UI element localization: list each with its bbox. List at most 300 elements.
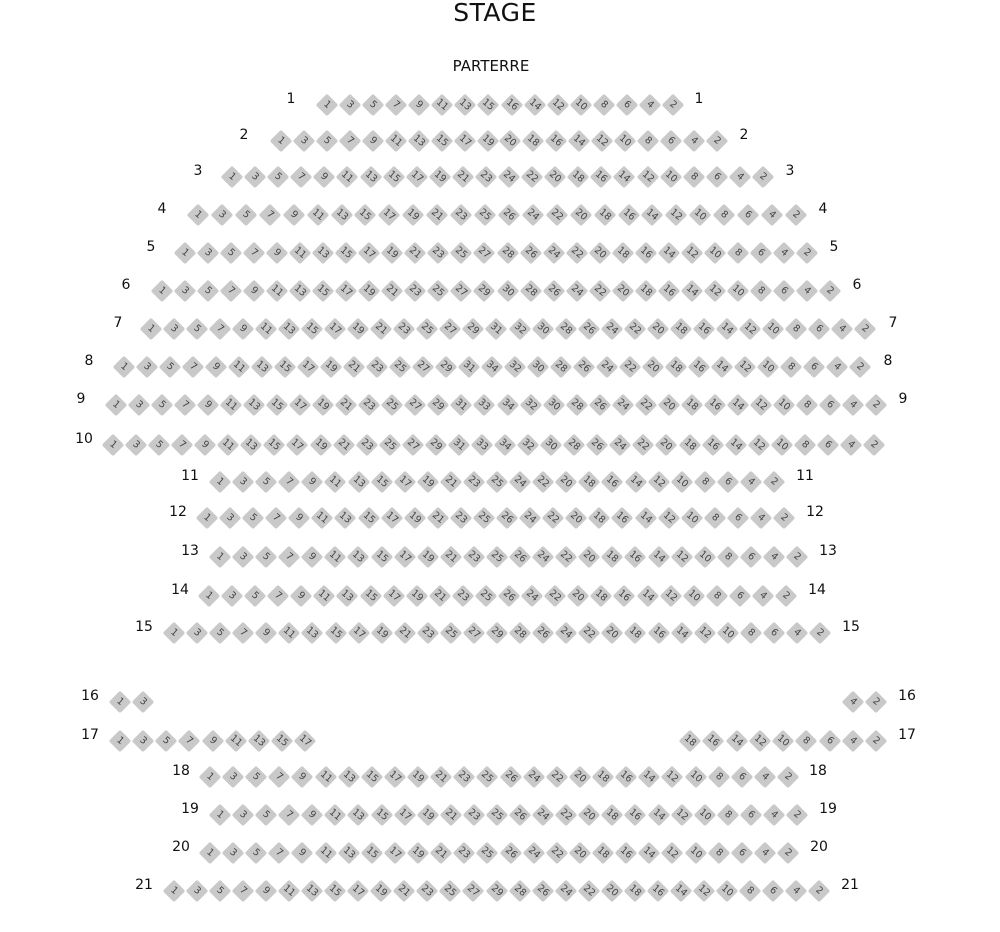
seat[interactable]	[450, 507, 473, 530]
seat[interactable]	[209, 471, 232, 494]
seat[interactable]	[600, 318, 623, 341]
seat[interactable]	[740, 546, 763, 569]
seat[interactable]	[577, 880, 600, 903]
seat[interactable]	[647, 546, 670, 569]
seat[interactable]	[384, 842, 407, 865]
seat[interactable]	[638, 842, 661, 865]
seat[interactable]	[716, 622, 739, 645]
seat[interactable]	[473, 280, 496, 303]
seat[interactable]	[773, 242, 796, 265]
seat[interactable]	[831, 318, 854, 341]
seat[interactable]	[588, 242, 611, 265]
seat[interactable]	[569, 842, 592, 865]
seat[interactable]	[705, 585, 728, 608]
seat[interactable]	[730, 842, 753, 865]
seat[interactable]	[601, 471, 624, 494]
seat[interactable]	[450, 204, 473, 227]
seat[interactable]	[407, 766, 430, 789]
seat[interactable]	[659, 585, 682, 608]
seat[interactable]	[251, 356, 274, 379]
seat[interactable]	[682, 585, 705, 608]
seat[interactable]	[734, 356, 757, 379]
seat[interactable]	[316, 94, 339, 117]
seat[interactable]	[347, 622, 370, 645]
seat[interactable]	[425, 434, 448, 457]
seat[interactable]	[354, 204, 377, 227]
seat[interactable]	[665, 356, 688, 379]
seat[interactable]	[569, 766, 592, 789]
seat[interactable]	[592, 842, 615, 865]
seat[interactable]	[555, 622, 578, 645]
seat[interactable]	[347, 318, 370, 341]
seat[interactable]	[347, 546, 370, 569]
seat[interactable]	[486, 471, 509, 494]
seat[interactable]	[452, 585, 475, 608]
seat[interactable]	[243, 280, 266, 303]
seat[interactable]	[255, 318, 278, 341]
seat[interactable]	[278, 318, 301, 341]
seat[interactable]	[408, 94, 431, 117]
seat[interactable]	[337, 766, 360, 789]
seat[interactable]	[555, 471, 578, 494]
seat[interactable]	[324, 546, 347, 569]
seat[interactable]	[293, 130, 316, 153]
seat[interactable]	[289, 394, 312, 417]
seat[interactable]	[196, 507, 219, 530]
seat[interactable]	[209, 804, 232, 827]
seat[interactable]	[600, 880, 623, 903]
seat[interactable]	[773, 394, 796, 417]
seat[interactable]	[416, 622, 439, 645]
seat[interactable]	[632, 434, 655, 457]
seat[interactable]	[590, 166, 613, 189]
seat[interactable]	[385, 94, 408, 117]
seat[interactable]	[542, 507, 565, 530]
seat[interactable]	[201, 730, 224, 753]
seat[interactable]	[393, 546, 416, 569]
seat[interactable]	[380, 507, 403, 530]
seat[interactable]	[588, 394, 611, 417]
seat[interactable]	[312, 242, 335, 265]
seat[interactable]	[255, 471, 278, 494]
seat[interactable]	[336, 585, 359, 608]
seat[interactable]	[578, 804, 601, 827]
seat[interactable]	[361, 130, 384, 153]
seat[interactable]	[808, 880, 831, 903]
seat[interactable]	[378, 434, 401, 457]
seat[interactable]	[381, 394, 404, 417]
seat[interactable]	[439, 804, 462, 827]
seat[interactable]	[297, 356, 320, 379]
seat[interactable]	[278, 622, 301, 645]
seat[interactable]	[578, 622, 601, 645]
seat[interactable]	[793, 434, 816, 457]
seat[interactable]	[494, 434, 517, 457]
seat[interactable]	[796, 394, 819, 417]
seat[interactable]	[729, 166, 752, 189]
seat[interactable]	[427, 242, 450, 265]
seat[interactable]	[519, 394, 542, 417]
seat[interactable]	[660, 130, 683, 153]
seat[interactable]	[324, 471, 347, 494]
seat[interactable]	[531, 318, 554, 341]
seat[interactable]	[278, 471, 301, 494]
seat[interactable]	[426, 204, 449, 227]
seat[interactable]	[271, 730, 294, 753]
seat[interactable]	[499, 842, 522, 865]
seat[interactable]	[577, 318, 600, 341]
seat[interactable]	[473, 394, 496, 417]
seat[interactable]	[405, 585, 428, 608]
seat[interactable]	[747, 434, 770, 457]
seat[interactable]	[476, 130, 499, 153]
seat[interactable]	[657, 280, 680, 303]
seat[interactable]	[174, 280, 197, 303]
seat[interactable]	[499, 130, 522, 153]
seat[interactable]	[522, 842, 545, 865]
seat[interactable]	[611, 394, 634, 417]
seat[interactable]	[485, 880, 508, 903]
seat[interactable]	[366, 356, 389, 379]
seat[interactable]	[266, 280, 289, 303]
seat[interactable]	[624, 622, 647, 645]
seat[interactable]	[324, 880, 347, 903]
seat[interactable]	[819, 394, 842, 417]
seat[interactable]	[301, 471, 324, 494]
seat[interactable]	[817, 434, 840, 457]
seat[interactable]	[473, 507, 496, 530]
seat[interactable]	[220, 280, 243, 303]
seat[interactable]	[592, 766, 615, 789]
seat[interactable]	[382, 166, 405, 189]
seat[interactable]	[590, 585, 613, 608]
seat[interactable]	[450, 242, 473, 265]
seat[interactable]	[187, 204, 210, 227]
seat[interactable]	[727, 242, 750, 265]
seat[interactable]	[842, 394, 865, 417]
seat[interactable]	[773, 280, 796, 303]
seat[interactable]	[826, 356, 849, 379]
seat[interactable]	[235, 204, 258, 227]
seat[interactable]	[209, 546, 232, 569]
seat[interactable]	[565, 280, 588, 303]
seat[interactable]	[865, 730, 888, 753]
seat[interactable]	[337, 842, 360, 865]
seat[interactable]	[624, 546, 647, 569]
seat[interactable]	[727, 507, 750, 530]
seat[interactable]	[267, 166, 290, 189]
seat[interactable]	[266, 242, 289, 265]
seat[interactable]	[416, 318, 439, 341]
seat[interactable]	[270, 130, 293, 153]
seat[interactable]	[347, 880, 370, 903]
seat[interactable]	[500, 94, 523, 117]
seat[interactable]	[578, 471, 601, 494]
seat[interactable]	[707, 842, 730, 865]
seat[interactable]	[382, 585, 405, 608]
seat[interactable]	[335, 280, 358, 303]
seat[interactable]	[255, 546, 278, 569]
seat[interactable]	[809, 622, 832, 645]
seat[interactable]	[661, 766, 684, 789]
seat[interactable]	[785, 880, 808, 903]
seat[interactable]	[378, 204, 401, 227]
seat[interactable]	[426, 507, 449, 530]
seat[interactable]	[521, 585, 544, 608]
seat[interactable]	[416, 546, 439, 569]
seat[interactable]	[343, 356, 366, 379]
seat[interactable]	[393, 318, 416, 341]
seat[interactable]	[301, 880, 324, 903]
seat[interactable]	[182, 356, 205, 379]
seat[interactable]	[550, 356, 573, 379]
seat[interactable]	[335, 394, 358, 417]
seat[interactable]	[278, 804, 301, 827]
seat[interactable]	[393, 804, 416, 827]
seat[interactable]	[545, 842, 568, 865]
seat[interactable]	[752, 166, 775, 189]
seat[interactable]	[370, 471, 393, 494]
seat[interactable]	[255, 880, 278, 903]
seat[interactable]	[647, 622, 670, 645]
seat[interactable]	[267, 585, 290, 608]
seat[interactable]	[407, 842, 430, 865]
seat[interactable]	[243, 394, 266, 417]
seat[interactable]	[243, 242, 266, 265]
seat[interactable]	[245, 766, 268, 789]
seat[interactable]	[717, 471, 740, 494]
seat[interactable]	[278, 546, 301, 569]
seat[interactable]	[291, 842, 314, 865]
seat[interactable]	[450, 394, 473, 417]
seat[interactable]	[704, 242, 727, 265]
seat[interactable]	[453, 766, 476, 789]
seat[interactable]	[163, 622, 186, 645]
seat[interactable]	[481, 356, 504, 379]
seat[interactable]	[634, 394, 657, 417]
seat[interactable]	[155, 730, 178, 753]
seat[interactable]	[682, 166, 705, 189]
seat[interactable]	[555, 546, 578, 569]
seat[interactable]	[680, 242, 703, 265]
seat[interactable]	[357, 507, 380, 530]
seat[interactable]	[439, 318, 462, 341]
seat[interactable]	[752, 585, 775, 608]
seat[interactable]	[222, 842, 245, 865]
seat[interactable]	[311, 507, 334, 530]
seat[interactable]	[486, 546, 509, 569]
seat[interactable]	[330, 204, 353, 227]
seat[interactable]	[865, 691, 888, 714]
seat[interactable]	[707, 766, 730, 789]
seat[interactable]	[519, 242, 542, 265]
seat[interactable]	[197, 394, 220, 417]
seat[interactable]	[614, 130, 637, 153]
seat[interactable]	[301, 546, 324, 569]
seat[interactable]	[613, 585, 636, 608]
seat[interactable]	[678, 434, 701, 457]
seat[interactable]	[693, 622, 716, 645]
seat[interactable]	[217, 434, 240, 457]
seat[interactable]	[268, 766, 291, 789]
seat[interactable]	[462, 318, 485, 341]
seat[interactable]	[554, 880, 577, 903]
seat[interactable]	[532, 546, 555, 569]
seat[interactable]	[186, 622, 209, 645]
seat[interactable]	[796, 242, 819, 265]
seat[interactable]	[637, 130, 660, 153]
seat[interactable]	[475, 585, 498, 608]
seat[interactable]	[865, 394, 888, 417]
seat[interactable]	[591, 130, 614, 153]
seat[interactable]	[569, 94, 592, 117]
seat[interactable]	[314, 766, 337, 789]
seat[interactable]	[657, 507, 680, 530]
seat[interactable]	[737, 204, 760, 227]
seat[interactable]	[509, 622, 532, 645]
seat[interactable]	[244, 585, 267, 608]
seat[interactable]	[289, 280, 312, 303]
seat[interactable]	[519, 280, 542, 303]
seat[interactable]	[430, 766, 453, 789]
seat[interactable]	[314, 842, 337, 865]
seat[interactable]	[504, 356, 527, 379]
seat[interactable]	[565, 242, 588, 265]
seat[interactable]	[761, 204, 784, 227]
seat[interactable]	[554, 318, 577, 341]
seat[interactable]	[498, 585, 521, 608]
seat[interactable]	[573, 356, 596, 379]
seat[interactable]	[266, 394, 289, 417]
seat[interactable]	[474, 204, 497, 227]
seat[interactable]	[523, 94, 546, 117]
seat[interactable]	[739, 318, 762, 341]
seat[interactable]	[754, 842, 777, 865]
seat[interactable]	[381, 280, 404, 303]
seat[interactable]	[596, 356, 619, 379]
seat[interactable]	[209, 880, 232, 903]
seat[interactable]	[611, 507, 634, 530]
seat[interactable]	[290, 166, 313, 189]
seat[interactable]	[854, 318, 877, 341]
seat[interactable]	[716, 804, 739, 827]
seat[interactable]	[194, 434, 217, 457]
seat[interactable]	[274, 356, 297, 379]
seat[interactable]	[508, 880, 531, 903]
seat[interactable]	[359, 585, 382, 608]
seat[interactable]	[762, 880, 785, 903]
seat[interactable]	[750, 280, 773, 303]
seat[interactable]	[713, 204, 736, 227]
seat[interactable]	[567, 166, 590, 189]
seat[interactable]	[795, 730, 818, 753]
seat[interactable]	[255, 622, 278, 645]
seat[interactable]	[222, 766, 245, 789]
seat[interactable]	[540, 434, 563, 457]
seat[interactable]	[476, 766, 499, 789]
seat[interactable]	[197, 242, 220, 265]
seat[interactable]	[140, 318, 163, 341]
seat[interactable]	[684, 842, 707, 865]
seat[interactable]	[113, 356, 136, 379]
seat[interactable]	[703, 280, 726, 303]
seat[interactable]	[592, 94, 615, 117]
seat[interactable]	[531, 880, 554, 903]
seat[interactable]	[359, 166, 382, 189]
seat[interactable]	[462, 880, 485, 903]
seat[interactable]	[740, 471, 763, 494]
seat[interactable]	[725, 730, 748, 753]
seat[interactable]	[509, 804, 532, 827]
seat[interactable]	[440, 622, 463, 645]
seat[interactable]	[522, 204, 545, 227]
seat[interactable]	[647, 804, 670, 827]
seat[interactable]	[693, 804, 716, 827]
seat[interactable]	[750, 507, 773, 530]
seat[interactable]	[102, 434, 125, 457]
seat[interactable]	[496, 242, 519, 265]
seat[interactable]	[355, 434, 378, 457]
seat[interactable]	[624, 804, 647, 827]
seat[interactable]	[702, 730, 725, 753]
seat[interactable]	[586, 434, 609, 457]
seat[interactable]	[244, 166, 267, 189]
seat[interactable]	[211, 204, 234, 227]
seat[interactable]	[763, 471, 786, 494]
seat[interactable]	[427, 394, 450, 417]
seat[interactable]	[232, 471, 255, 494]
seat[interactable]	[389, 356, 412, 379]
seat[interactable]	[657, 242, 680, 265]
seat[interactable]	[439, 880, 462, 903]
seat[interactable]	[476, 842, 499, 865]
seat[interactable]	[705, 166, 728, 189]
seat[interactable]	[358, 394, 381, 417]
seat[interactable]	[706, 130, 729, 153]
seat[interactable]	[324, 622, 347, 645]
seat[interactable]	[347, 804, 370, 827]
seat[interactable]	[370, 318, 393, 341]
seat[interactable]	[427, 280, 450, 303]
seat[interactable]	[404, 242, 427, 265]
seat[interactable]	[324, 318, 347, 341]
seat[interactable]	[689, 204, 712, 227]
seat[interactable]	[519, 507, 542, 530]
seat[interactable]	[454, 94, 477, 117]
seat[interactable]	[312, 394, 335, 417]
seat[interactable]	[703, 507, 726, 530]
seat[interactable]	[623, 318, 646, 341]
seat[interactable]	[542, 242, 565, 265]
seat[interactable]	[268, 842, 291, 865]
seat[interactable]	[402, 204, 425, 227]
seat[interactable]	[463, 546, 486, 569]
seat[interactable]	[221, 585, 244, 608]
seat[interactable]	[291, 766, 314, 789]
seat[interactable]	[278, 880, 301, 903]
seat[interactable]	[125, 434, 148, 457]
seat[interactable]	[301, 804, 324, 827]
seat[interactable]	[458, 356, 481, 379]
seat[interactable]	[688, 356, 711, 379]
seat[interactable]	[521, 166, 544, 189]
seat[interactable]	[258, 204, 281, 227]
seat[interactable]	[477, 94, 500, 117]
seat[interactable]	[416, 471, 439, 494]
seat[interactable]	[174, 394, 197, 417]
seat[interactable]	[163, 318, 186, 341]
seat[interactable]	[431, 94, 454, 117]
